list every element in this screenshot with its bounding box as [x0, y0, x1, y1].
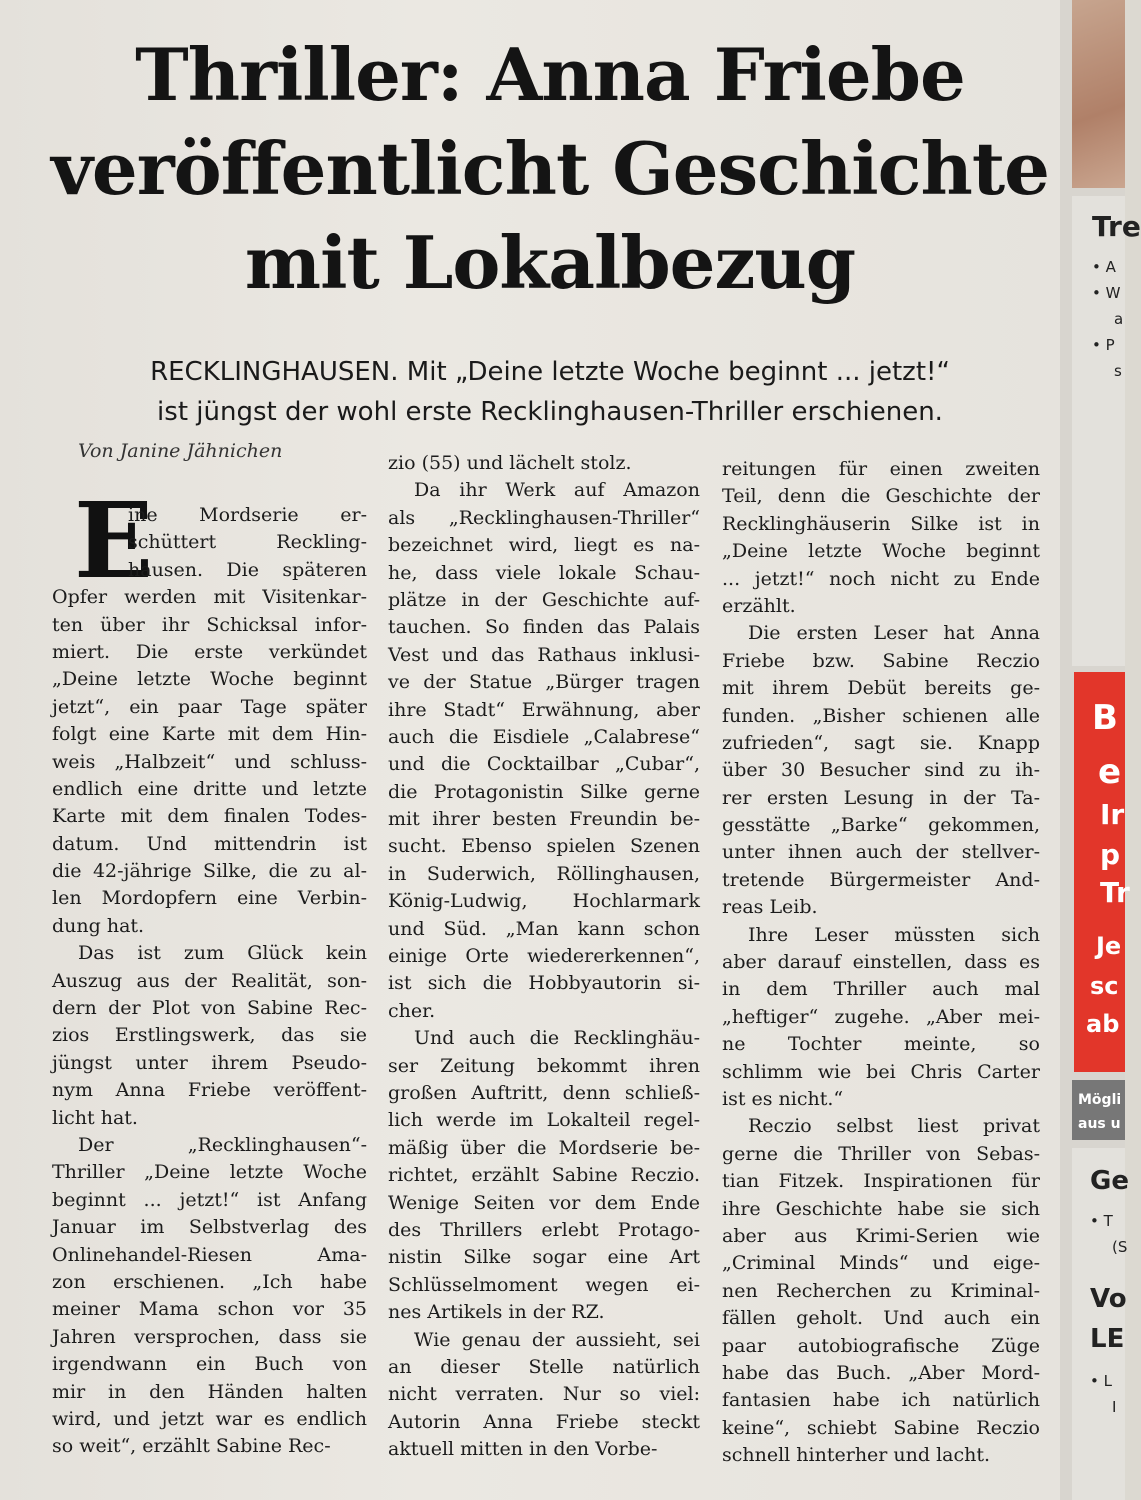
article-line: Das ist zum Glück kein	[78, 942, 367, 965]
article-line: len Mordopfern eine Verbin-	[52, 887, 367, 910]
article-line: in dem Thriller auch mal	[722, 978, 1040, 1001]
article-line: einige Orte wiedererkennen“,	[388, 945, 700, 968]
article-line: zios Erstlingswerk, das sie	[52, 1024, 367, 1047]
article-line: „Criminal Minds“ und eige-	[722, 1252, 1040, 1275]
article-line: meiner Mama schon vor 35	[52, 1298, 367, 1321]
sidebar-text: a	[1114, 310, 1124, 328]
sidebar-heading: Vo	[1090, 1284, 1127, 1314]
article-line: Ihre Leser müssten sich	[748, 923, 1040, 946]
article-line: ten über ihr Schicksal infor-	[52, 613, 367, 636]
article-line: König-Ludwig, Hochlarmark	[388, 890, 700, 913]
article-column-3	[722, 456, 1040, 1469]
article-line: aktuell mitten in den Vorbe-	[388, 1438, 658, 1461]
article-line: Die ersten Leser hat Anna	[748, 622, 1040, 645]
sidebar-text: s	[1114, 362, 1122, 380]
sidebar-red-text: Je	[1096, 932, 1122, 960]
article-line: Jahren versprochen, dass sie	[52, 1325, 367, 1348]
article-line: zio (55) und lächelt stolz.	[388, 452, 632, 474]
article-line: datum. Und mittendrin ist	[52, 832, 367, 855]
article-line: nen Recherchen zu Kriminal-	[722, 1279, 1040, 1302]
article-line: die 42-jährige Silke, die zu al-	[52, 860, 367, 883]
article-line: plätze in der Geschichte auf-	[388, 588, 700, 611]
article-line: jüngst unter ihrem Pseudo-	[52, 1051, 367, 1074]
lead-line: ist jüngst der wohl erste Recklinghausen-Thriller erschienen.	[157, 397, 943, 427]
article-line: zufrieden“, sagt sie. Knapp	[722, 731, 1040, 754]
article-line: nes Artikels in der RZ.	[388, 1301, 605, 1324]
article-line: ihre Geschichte habe sie sich	[722, 1197, 1040, 1220]
article-line: mir in den Händen halten	[52, 1380, 367, 1403]
article-line: weis „Halbzeit“ und schluss-	[52, 750, 367, 773]
article-line: paar autobiografische Züge	[722, 1334, 1040, 1357]
article-line: habe das Buch. „Aber Mord-	[722, 1361, 1040, 1384]
article-line: erzählt.	[722, 594, 796, 617]
sidebar-text: (S	[1112, 1238, 1128, 1256]
article-line: miert. Die erste verkündet	[52, 640, 367, 663]
lead-line: RECKLINGHAUSEN. Mit „Deine letzte Woche beginnt ... jetzt!“	[150, 357, 950, 387]
article-line: dung hat.	[52, 914, 145, 937]
article-line: Autorin Anna Friebe steckt	[388, 1410, 700, 1433]
sidebar-grey-text: aus u	[1078, 1116, 1121, 1132]
article-line: ve der Statue „Bürger tragen	[388, 671, 700, 694]
sidebar-red-text: Tr	[1100, 876, 1130, 909]
sidebar-bullet: • W	[1092, 284, 1121, 302]
article-line: Auszug aus der Realität, son-	[52, 969, 367, 992]
article-line: „Deine letzte Woche beginnt	[722, 540, 1040, 563]
article-line: Karte mit dem finalen Todes-	[52, 805, 367, 828]
sidebar-bullet: • T	[1090, 1212, 1113, 1230]
article-line: und die Cocktailbar „Cubar“,	[388, 753, 700, 776]
article-line: ist es nicht.“	[722, 1087, 844, 1110]
sidebar-photo	[1072, 0, 1125, 188]
article-line: in Suderwich, Röllinghausen,	[388, 862, 700, 885]
lead-paragraph	[60, 352, 1040, 432]
article-line: als „Recklinghausen-Thriller“	[388, 506, 700, 529]
article-line: gerne die Thriller von Sebas-	[722, 1142, 1040, 1165]
article-line: ist sich die Hobbyautorin si-	[388, 972, 700, 995]
article-line: Wenige Seiten vor dem Ende	[388, 1191, 700, 1214]
article-line: tian Fitzek. Inspirationen für	[722, 1170, 1040, 1193]
article-line: wird, und jetzt war es endlich	[52, 1407, 367, 1430]
sidebar-red-text: B	[1092, 698, 1118, 738]
article-line: ... jetzt!“ noch nicht zu Ende	[722, 567, 1040, 590]
sidebar-red-text: Ir	[1100, 798, 1125, 831]
article-line: keine“, schiebt Sabine Reczio	[722, 1416, 1040, 1439]
article-line: folgt eine Karte mit dem Hin-	[52, 723, 367, 746]
article-line: Januar im Selbstverlag des	[52, 1216, 367, 1239]
sidebar-grey-text: Mögli	[1078, 1092, 1122, 1108]
article-line: Opfer werden mit Visitenkar-	[52, 586, 367, 609]
article-line: reas Leib.	[722, 896, 818, 919]
article-line: auch die Eisdiele „Calabrese“	[388, 725, 700, 748]
article-line: schüttert Reckling-	[128, 531, 367, 554]
article-line: fällen geholt. Und auch ein	[722, 1307, 1040, 1330]
article-line: gesstätte „Barke“ gekommen,	[722, 814, 1040, 837]
article-line: „heftiger“ zugehe. „Aber mei-	[722, 1005, 1040, 1028]
article-line: mit ihrem Debüt bereits ge-	[722, 677, 1040, 700]
article-line: endlich eine dritte und letzte	[52, 777, 367, 800]
sidebar-bullet: • A	[1092, 258, 1116, 276]
article-column-2	[388, 450, 700, 1463]
article-line: Da ihr Werk auf Amazon	[414, 479, 700, 502]
article-line: fantasien habe ich natürlich	[722, 1389, 1040, 1412]
article-line: sucht. Ebenso spielen Szenen	[388, 835, 700, 858]
article-line: großen Auftritt, denn schließ-	[388, 1081, 700, 1104]
article-line: Friebe bzw. Sabine Reczio	[722, 649, 1040, 672]
article-line: funden. „Bisher schienen alle	[722, 704, 1040, 727]
article-line: Der „Recklinghausen“-	[78, 1133, 367, 1156]
article-line: Teil, denn die Geschichte der	[722, 485, 1040, 508]
article-line: an dieser Stelle natürlich	[388, 1355, 700, 1378]
article-line: die Protagonistin Silke gerne	[388, 780, 700, 803]
article-line: licht hat.	[52, 1106, 138, 1129]
article-line: nym Anna Friebe veröffent-	[52, 1079, 367, 1102]
sidebar-heading: Tre	[1092, 210, 1141, 243]
article-line: Wie genau der aussieht, sei	[414, 1328, 700, 1351]
article-line: ihre Stadt“ Erwähnung, aber	[388, 698, 700, 721]
article-line: des Thrillers erlebt Protago-	[388, 1218, 700, 1241]
article-line: ser Zeitung bekommt ihren	[388, 1054, 700, 1077]
article-line: und Süd. „Man kann schon	[388, 917, 700, 940]
article-line: schlimm wie bei Chris Carter	[722, 1060, 1040, 1083]
headline-line: veröffentlicht Geschichte	[51, 126, 1049, 211]
article-line: dern der Plot von Sabine Rec-	[52, 997, 367, 1020]
sidebar-red-text: sc	[1090, 972, 1119, 1000]
article-line: nistin Silke sogar eine Art	[388, 1246, 700, 1269]
headline-line: Thriller: Anna Friebe	[135, 32, 965, 117]
article-line: aber aus Krimi-Serien wie	[722, 1224, 1040, 1247]
article-line: richtet, erzählt Sabine Reczio.	[388, 1164, 700, 1187]
article-line: zon erschienen. „Ich habe	[52, 1270, 367, 1293]
article-line: he, dass viele lokale Schau-	[388, 561, 700, 584]
article-line: Onlinehandel-Riesen Ama-	[52, 1243, 367, 1266]
byline: Von Janine Jähnichen	[78, 440, 283, 462]
article-line: nicht verraten. Nur so viel:	[388, 1383, 700, 1406]
sidebar-text: I	[1112, 1398, 1117, 1416]
article-line: Und auch die Recklinghäu-	[414, 1027, 700, 1050]
article-line: reitungen für einen zweiten	[722, 458, 1040, 480]
sidebar-bullet: • P	[1092, 336, 1115, 354]
article-line: cher.	[388, 999, 436, 1022]
article-line: mäßig über die Mordserie be-	[388, 1136, 700, 1159]
article-line: aber darauf einstellen, dass es	[722, 951, 1040, 974]
article-line: unter ihnen auch der stellver-	[722, 841, 1040, 864]
article-line: beginnt ... jetzt!“ ist Anfang	[52, 1188, 367, 1211]
headline	[40, 28, 1060, 310]
article-line: Reczio selbst liest privat	[748, 1115, 1040, 1138]
sidebar-red-text: ab	[1086, 1010, 1120, 1038]
article-line: so weit“, erzählt Sabine Rec-	[52, 1435, 331, 1458]
article-line: irgendwann ein Buch von	[52, 1353, 367, 1376]
drop-cap: E	[74, 479, 154, 602]
article-line: Vest und das Rathaus inklusi-	[388, 643, 700, 666]
headline-line: mit Lokalbezug	[244, 220, 856, 305]
sidebar-heading: LE	[1090, 1324, 1125, 1354]
article-line: tretende Bürgermeister And-	[722, 868, 1040, 891]
adjacent-page-sidebar	[1060, 0, 1141, 1500]
article-line: rer ersten Lesung in der Ta-	[722, 786, 1040, 809]
article-line: „Deine letzte Woche beginnt	[52, 668, 367, 691]
sidebar-heading: Ge	[1090, 1166, 1129, 1196]
article-line: ne Tochter meinte, so	[722, 1033, 1040, 1056]
sidebar-red-text: p	[1100, 838, 1121, 871]
article-line: Recklinghäuserin Silke ist in	[722, 512, 1040, 535]
article-line: tauchen. So finden das Palais	[388, 616, 700, 639]
article-line: jetzt“, ein paar Tage später	[52, 695, 367, 718]
article-line: schnell hinterher und lacht.	[722, 1444, 991, 1467]
article-line: bezeichnet wird, liegt es na-	[388, 534, 700, 557]
article-line: Schlüsselmoment wegen ei-	[388, 1273, 700, 1296]
article-line: ine Mordserie er-	[128, 504, 367, 526]
article-line: über 30 Besucher sind zu ih-	[722, 759, 1040, 782]
article-line: Thriller „Deine letzte Woche	[52, 1161, 367, 1184]
article-line: lich werde im Lokalteil regel-	[388, 1109, 700, 1132]
sidebar-bullet: • L	[1090, 1372, 1112, 1390]
article-line: mit ihrer besten Freundin be-	[388, 808, 700, 831]
article-line: hausen. Die späteren	[128, 558, 367, 581]
article-column-1	[52, 502, 367, 1461]
sidebar-red-text: e	[1098, 752, 1122, 792]
